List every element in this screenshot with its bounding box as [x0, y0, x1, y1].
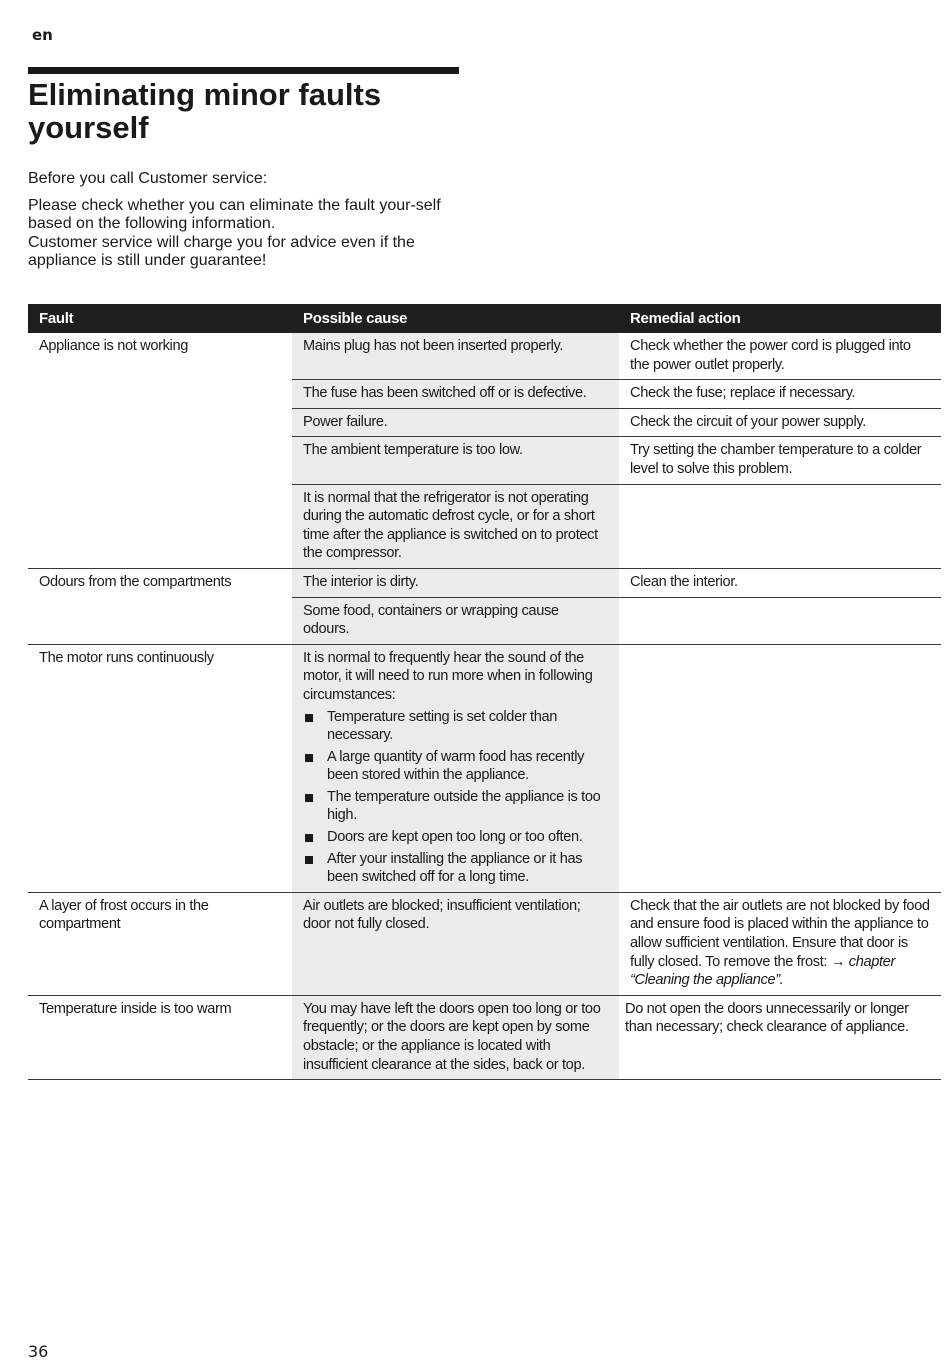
bullet-text: After your installing the appliance or it has been switched off for a long time. — [327, 850, 583, 886]
bullet-square-icon — [305, 834, 313, 842]
column-header-possible-cause: Possible cause — [292, 304, 619, 333]
cause-cell: Some food, containers or wrapping cause odours. — [292, 597, 619, 644]
cause-intro: It is normal to frequently hear the sound of the motor, it will need to run more when in following circumstances: — [303, 649, 593, 703]
list-item — [303, 748, 608, 785]
action-cell — [619, 892, 941, 995]
table-row — [28, 568, 941, 597]
table-header-row — [28, 304, 941, 333]
cause-cell: It is normal that the refrigerator is not operating during the automatic defrost cycle, or for a short time after the appliance is switched on to protect the compressor. — [292, 484, 619, 568]
cause-cell: The fuse has been switched off or is defective. — [292, 380, 619, 409]
action-cell: Try setting the chamber temperature to a colder level to solve this problem. — [619, 437, 941, 484]
bullet-text: The temperature outside the appliance is too high. — [327, 788, 601, 824]
action-cell — [619, 644, 941, 892]
action-cell — [619, 484, 941, 568]
troubleshooting-table — [28, 304, 941, 1080]
cause-cell: Mains plug has not been inserted properly. — [292, 333, 619, 380]
bullet-text: Doors are kept open too long or too often. — [327, 829, 583, 846]
fault-cell: Odours from the compartments — [28, 568, 292, 644]
intro-paragraph: Before you call Customer service: — [28, 170, 268, 187]
cause-cell: The ambient temperature is too low. — [292, 437, 619, 484]
fault-cell: The motor runs continuously — [28, 644, 292, 892]
column-header-fault: Fault — [28, 304, 292, 333]
title-rule — [28, 67, 459, 74]
cause-cell: Power failure. — [292, 408, 619, 437]
bullet-square-icon — [305, 714, 313, 722]
list-item — [303, 788, 608, 825]
table-row — [28, 333, 941, 380]
fault-cell: Appliance is not working — [28, 333, 292, 568]
intro-text — [28, 170, 458, 279]
action-cell: Check the fuse; replace if necessary. — [619, 380, 941, 409]
cause-cell: Air outlets are blocked; insufficient ventilation; door not fully closed. — [292, 892, 619, 995]
column-header-remedial-action: Remedial action — [619, 304, 941, 333]
bullet-text: A large quantity of warm food has recently been stored within the appliance. — [327, 748, 585, 784]
table-row — [28, 995, 941, 1079]
action-cell: Do not open the doors unnecessarily or longer than necessary; check clearance of appliance. — [619, 995, 941, 1079]
fault-cell: Temperature inside is too warm — [28, 995, 292, 1079]
bullet-text: Temperature setting is set colder than necessary. — [327, 708, 558, 744]
action-cell: Clean the interior. — [619, 568, 941, 597]
list-item — [303, 828, 608, 847]
cause-bullet-list — [303, 708, 608, 887]
intro-paragraph: Customer service will charge you for advice even if the appliance is still under guarantee! — [28, 233, 415, 269]
page-title: Eliminating minor faults yourself — [28, 77, 382, 145]
bullet-square-icon — [305, 794, 313, 802]
intro-paragraph: Please check whether you can eliminate the fault your-self based on the following information. — [28, 196, 441, 232]
language-code: en — [32, 26, 53, 44]
bullet-square-icon — [305, 856, 313, 864]
chapter-reference-link[interactable]: → chapter “Cleaning the appliance”. — [630, 953, 896, 989]
list-item — [303, 708, 608, 745]
cause-cell — [292, 644, 619, 892]
cause-cell: You may have left the doors open too long or too frequently; or the doors are kept open by some obstacle; or the appliance is located with insufficient clearance at the sides, back or top. — [292, 995, 619, 1079]
cause-cell: The interior is dirty. — [292, 568, 619, 597]
fault-cell: A layer of frost occurs in the compartment — [28, 892, 292, 995]
action-cell: Check whether the power cord is plugged into the power outlet properly. — [619, 333, 941, 380]
bullet-square-icon — [305, 754, 313, 762]
table-row — [28, 892, 941, 995]
page-number: 36 — [28, 1342, 49, 1361]
action-text: Check that the air outlets are not blocked by food and ensure food is placed within the appliance to allow sufficient ventilation. Ensure that door is fully closed. To remove the frost: — [630, 897, 930, 970]
action-cell — [619, 597, 941, 644]
table-row — [28, 644, 941, 892]
action-cell: Check the circuit of your power supply. — [619, 408, 941, 437]
list-item — [303, 850, 608, 887]
